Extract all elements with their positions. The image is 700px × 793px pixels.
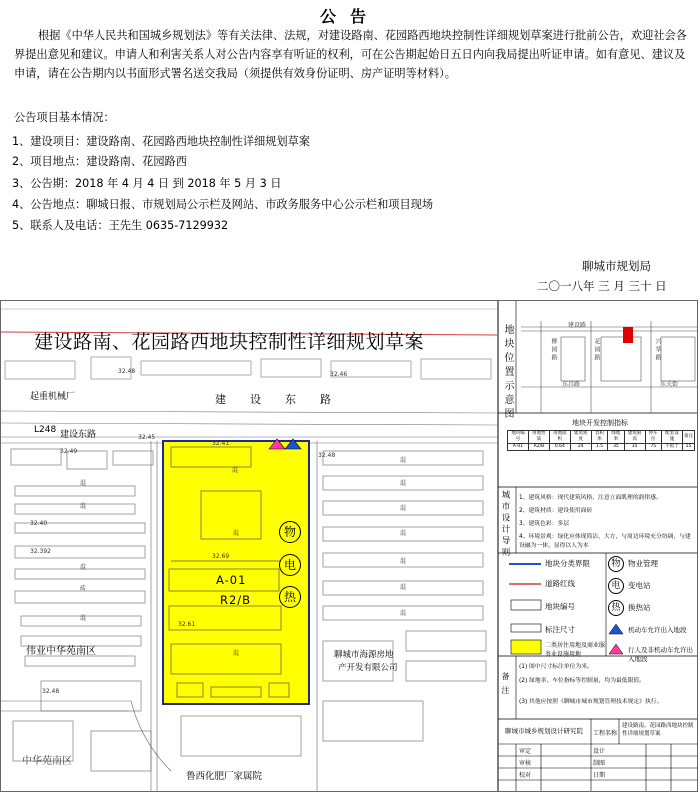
legend-label: 变电站 bbox=[628, 581, 651, 590]
control-header: 备注 bbox=[682, 431, 694, 444]
notice-paragraph: 根据《中华人民共和国城乡规划法》等有关法律、法规，对建设路南、花园路西地块控制性详细规划草案进行批前公告，欢迎社会各界提出意见和建议。申请人和利害关系人对公告内容享有听证的权利，可在公告期起始日五日内向我局提出听证申请。如有意见、建议及申请，请在公告期内以书面形式署名送交我局（须提供有效身份证明、房产证明等材料）。 bbox=[14, 29, 687, 80]
control-header: 地块编号 bbox=[508, 431, 529, 444]
info-item-4: 4、公告地点：聊城日报、市规划局公示栏及网站、市政务服务中心公示栏和项目现场 bbox=[12, 198, 434, 211]
lot-label: 混 bbox=[400, 480, 407, 487]
legend-substation-icon: 电 bbox=[608, 578, 624, 594]
control-header: 容积率 bbox=[591, 431, 607, 444]
control-header: 配套设施 bbox=[662, 431, 683, 444]
legend-label: 道路红线 bbox=[545, 579, 575, 588]
issue-date: 二〇一八年 三 月 三十 日 bbox=[537, 279, 667, 293]
location-road: 东昌路 bbox=[562, 381, 581, 388]
factory-label: 起重机械厂 bbox=[30, 392, 76, 402]
legend-label: 地块分类界限 bbox=[545, 559, 590, 568]
info-item-5: 5、联系人及电话：王先生 0635-7129932 bbox=[12, 219, 229, 232]
info-heading: 公告项目基本情况： bbox=[14, 111, 115, 124]
lot-label: 混 bbox=[80, 615, 87, 622]
sign-label: 审定 bbox=[519, 748, 532, 755]
location-road: 花园路 bbox=[593, 338, 600, 362]
elev-6: 32.46 bbox=[330, 371, 348, 378]
location-road: 兴华路 bbox=[654, 338, 661, 362]
legend-label: 换热站 bbox=[628, 603, 651, 612]
note-item: (2) 绿地率、车位指标等控制量，均为最低限值。 bbox=[519, 678, 645, 684]
control-table-title: 地块开发控制指标 bbox=[572, 419, 628, 427]
notice-section bbox=[0, 0, 700, 300]
location-road: 东关街 bbox=[660, 381, 679, 388]
control-cell: 75 bbox=[645, 444, 661, 451]
north-label: L248 bbox=[34, 425, 57, 435]
control-header: 停车位 bbox=[645, 431, 661, 444]
control-header: 建筑密度 bbox=[570, 431, 591, 444]
control-cell: 15 bbox=[682, 444, 694, 451]
road-label-small: 建设东路 bbox=[60, 430, 97, 440]
control-cell: 不低于 bbox=[662, 444, 683, 451]
lot-label: 混 bbox=[233, 530, 240, 537]
control-header: 建筑限高 bbox=[624, 431, 645, 444]
control-cell: 35 bbox=[608, 444, 624, 451]
issuer: 聊城市规划局 bbox=[582, 259, 651, 273]
lot-label: 混 bbox=[80, 503, 87, 510]
notes-title: 备注 bbox=[501, 672, 510, 700]
location-road: 建设路 bbox=[568, 322, 587, 329]
project-label: 工程名称 bbox=[593, 730, 618, 737]
family-housing-label: 鲁西化肥厂家属院 bbox=[186, 771, 263, 782]
legend-label: 地块编号 bbox=[545, 602, 575, 611]
lot-label: 混 bbox=[400, 505, 407, 512]
lot-label: 混 bbox=[80, 480, 87, 487]
substation-icon: 电 bbox=[279, 554, 301, 576]
road-label-main: 建设东路 bbox=[215, 393, 355, 406]
elev-3: 32.49 bbox=[60, 448, 78, 455]
sign-label: 审核 bbox=[519, 760, 532, 767]
legend-label: 标注尺寸 bbox=[545, 625, 575, 634]
map-title: 建设路南、花园路西地块控制性详细规划草案 bbox=[34, 331, 425, 353]
control-header: 绿地率 bbox=[608, 431, 624, 444]
info-item-2: 2、项目地点：建设路南、花园路西 bbox=[12, 155, 187, 168]
control-cell: 0.64 bbox=[549, 444, 570, 451]
guide-title: 城市设计导则 bbox=[500, 490, 510, 559]
elev-8: 32.392 bbox=[30, 548, 51, 555]
lot-label: 混 bbox=[400, 457, 407, 464]
district-southwest: 中华苑南区 bbox=[22, 756, 72, 767]
note-item: (1) 图中尺寸标注单位为米。 bbox=[519, 664, 593, 670]
lot-label: 混 bbox=[233, 650, 240, 657]
note-item: (3) 其他应按照《聊城市城市规划管理技术规定》执行。 bbox=[519, 699, 663, 705]
developer-label-1: 聊城市海源房地 bbox=[334, 650, 394, 660]
elev-9: 32.69 bbox=[212, 553, 230, 560]
sign-label: 日期 bbox=[593, 772, 606, 779]
control-cell: 35 bbox=[624, 444, 645, 451]
guide-item: 2、建筑材质：建设使用面砖 bbox=[519, 508, 593, 514]
elev-11: 32.48 bbox=[42, 688, 60, 695]
elev-7: 32.40 bbox=[30, 520, 48, 527]
guide-item: 3、建筑色彩：多层 bbox=[519, 521, 570, 527]
legend-heat-icon: 热 bbox=[608, 600, 624, 616]
lot-label: 砖 bbox=[80, 585, 87, 592]
lot-label: 混 bbox=[400, 584, 407, 591]
sign-label: 设计 bbox=[593, 748, 606, 755]
guide-item: 1、建筑风格：现代建筑风格，注意立面肌理的韵律感。 bbox=[519, 495, 662, 501]
legend-label: 行人及非机动车允许出入地段 bbox=[628, 646, 693, 663]
lot-label: 混 bbox=[400, 530, 407, 537]
elev-1: 32.48 bbox=[118, 368, 136, 375]
location-map-title: 地块位置示意图 bbox=[502, 324, 513, 422]
elev-10: 32.61 bbox=[178, 621, 196, 628]
sign-label: 制图 bbox=[593, 760, 606, 767]
institute-name: 聊城市城乡规划设计研究院 bbox=[505, 727, 583, 735]
lot-label: 混 bbox=[400, 558, 407, 565]
info-item-1: 1、建设项目：建设路南、花园路西地块控制性详细规划草案 bbox=[12, 135, 310, 148]
control-cell: 1.5 bbox=[591, 444, 607, 451]
notice-title: 公告 bbox=[319, 7, 380, 26]
lot-label: 混 bbox=[400, 610, 407, 617]
guide-item: 4、环境景观：绿化应体现简洁、大方，与周边环境充分协调，与建设融为一体，显得以人为本 bbox=[519, 534, 691, 549]
control-cell: 24 bbox=[570, 444, 591, 451]
elev-5: 32.41 bbox=[212, 440, 230, 447]
legend-label: 二类居住用地及商业服务业设施用地 bbox=[545, 642, 606, 658]
project-name: 建设路南、花园路西地块控制性详细规划草案 bbox=[622, 723, 694, 737]
heat-station-icon: 热 bbox=[279, 586, 301, 608]
control-cell: R2/B bbox=[528, 444, 549, 451]
parcel-type: R2/B bbox=[220, 593, 252, 607]
legend-arrows bbox=[606, 622, 626, 662]
info-item-3: 3、公告期：2018 年 4 月 4 日 到 2018 年 5 月 3 日 bbox=[12, 177, 282, 190]
legend-label: 机动车允许出入地段 bbox=[628, 626, 687, 634]
location-road: 柳园路 bbox=[550, 338, 557, 362]
developer-label-2: 产开发有限公司 bbox=[338, 663, 398, 673]
legend-property-icon: 物 bbox=[608, 556, 624, 572]
control-table bbox=[507, 430, 695, 451]
sign-label: 校对 bbox=[519, 772, 532, 779]
legend-label: 物业管理 bbox=[628, 559, 658, 568]
elev-4: 32.48 bbox=[318, 452, 336, 459]
lot-label: 混 bbox=[232, 467, 239, 474]
control-header: 用地性质 bbox=[528, 431, 549, 444]
lot-label: 混 bbox=[80, 564, 87, 571]
elev-2: 32.45 bbox=[138, 434, 156, 441]
control-cell: A-01 bbox=[508, 444, 529, 451]
district-west: 伟业中华苑南区 bbox=[26, 646, 96, 657]
property-mgmt-icon: 物 bbox=[279, 521, 301, 543]
control-header: 用地面积 bbox=[549, 431, 570, 444]
parcel-code: A-01 bbox=[216, 573, 247, 587]
